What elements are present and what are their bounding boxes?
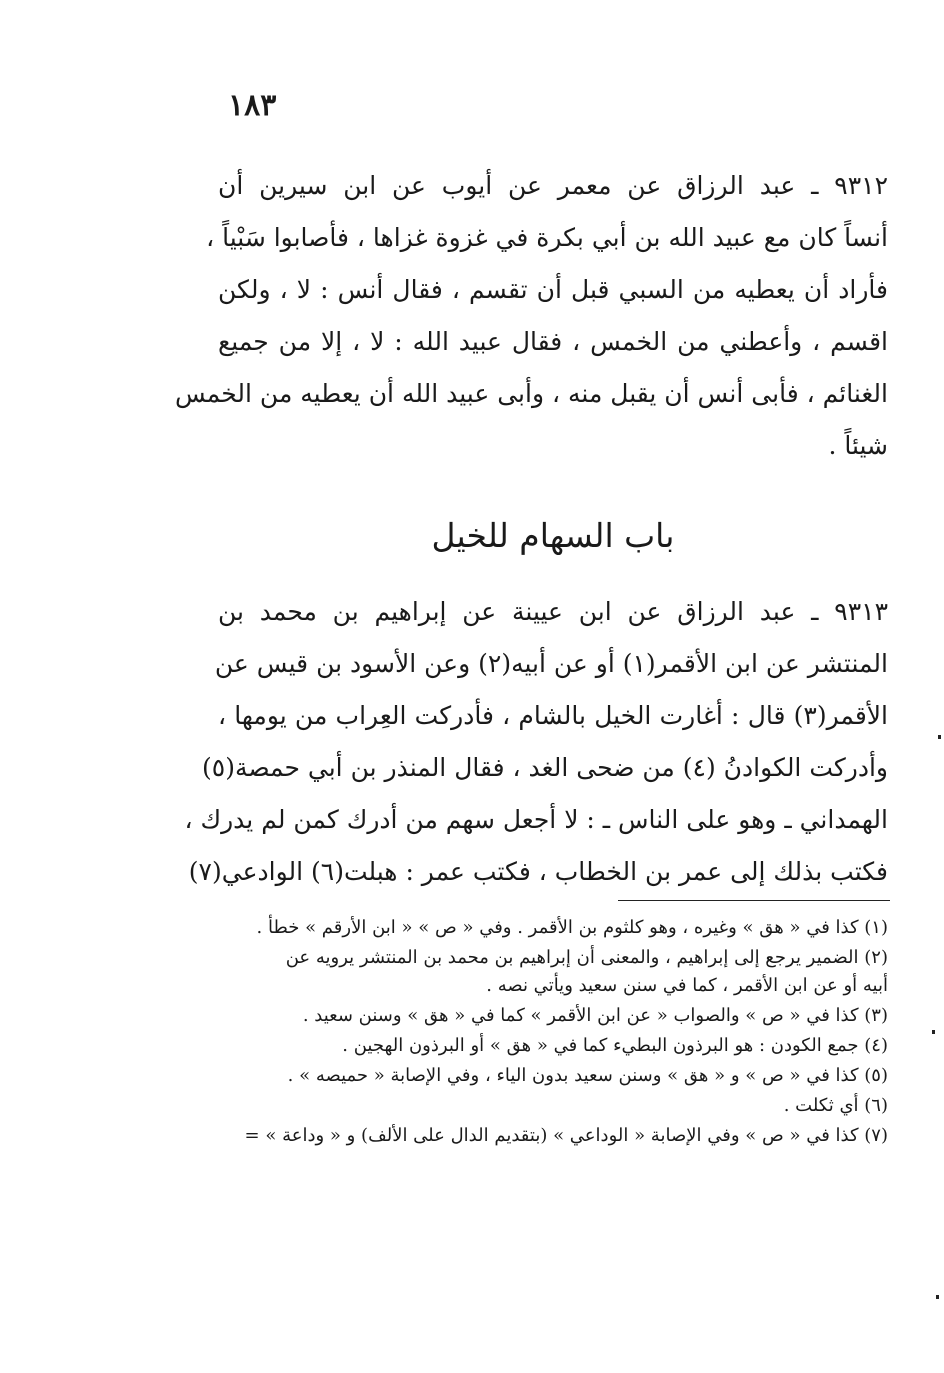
hadith-9312-line-3: فأراد أن يعطيه من السبي قبل أن تقسم ، فقال أنس : لا ، ولكن xyxy=(218,275,888,304)
footnote-separator xyxy=(618,900,890,901)
footnote-6: (٦) أي ثكلت . xyxy=(783,1095,888,1116)
footnote-3: (٣) كذا في « ص » والصواب « عن ابن الأقمر » كما في « هق » وسنن سعيد . xyxy=(302,1005,888,1026)
hadith-9313-line-3: الأقمر(٣) قال : أغارت الخيل بالشام ، فأدركت العِراب من يومها ، xyxy=(218,701,888,730)
hadith-9313 xyxy=(184,586,888,898)
scan-speck xyxy=(936,1295,939,1299)
footnotes xyxy=(210,913,888,1151)
footnote-4: (٤) جمع الكودن : هو البرذون البطيء كما في « هق » أو البرذون الهجين . xyxy=(342,1035,888,1056)
footnote-1: (١) كذا في « هق » وغيره ، وهو كلثوم بن الأقمر . وفي « ص » « ابن الأرقم » خطأ . xyxy=(256,917,888,938)
hadith-9312 xyxy=(174,160,888,472)
hadith-9313-line-5: الهمداني ـ وهو على الناس ـ : لا أجعل سهم من أدرك كمن لم يدرك ، xyxy=(184,805,888,834)
hadith-9313-line-4: وأدركت الكوادنُ (٤) من ضحى الغد ، فقال المنذر بن أبي حمصة(٥) xyxy=(201,753,888,782)
hadith-9312-line-6: شيئاً . xyxy=(828,431,888,460)
footnote-7: (٧) كذا في « ص » وفي الإصابة « الوداعي » (بتقديم الدال على الألف) و « وداعة » = xyxy=(244,1125,888,1146)
footnote-2: (٢) الضمير يرجع إلى إبراهيم ، والمعنى أن إبراهيم بن محمد بن المنتشر يرويه عن xyxy=(285,947,888,968)
hadith-9313-line-1: ٩٣١٣ ـ عبد الرزاق عن ابن عيينة عن إبراهيم بن محمد بن xyxy=(218,597,888,626)
hadith-9312-line-2: أنساً كان مع عبيد الله بن أبي بكرة في غزوة غزاها ، فأصابوا سَبْياً ، xyxy=(206,223,888,252)
page-number: ١٨٣ xyxy=(228,88,277,123)
hadith-9312-line-4: اقسم ، وأعطني من الخمس ، فقال عبيد الله : لا ، إلا من جميع xyxy=(218,327,888,356)
scan-speck xyxy=(938,735,941,739)
footnote-5: (٥) كذا في « ص » و « هق » وسنن سعيد بدون الياء ، وفي الإصابة « حميصه » . xyxy=(287,1065,888,1086)
scan-speck xyxy=(932,1030,935,1034)
hadith-9312-line-1: ٩٣١٢ ـ عبد الرزاق عن معمر عن أيوب عن ابن سيرين أن xyxy=(218,171,888,200)
footnote-2-continued: أبيه أو عن ابن الأقمر ، كما في سنن سعيد ويأتي نصه . xyxy=(486,975,888,996)
hadith-9313-line-2: المنتشر عن ابن الأقمر(١) أو عن أبيه(٢) وعن الأسود بن قيس عن xyxy=(214,649,888,678)
chapter-heading: باب السهام للخيل xyxy=(431,516,675,555)
hadith-9313-line-6: فكتب بذلك إلى عمر بن الخطاب ، فكتب عمر : هبلت(٦) الوادعي(٧) xyxy=(188,857,888,886)
hadith-9312-line-5: الغنائم ، فأبى أنس أن يقبل منه ، وأبى عبيد الله أن يعطيه من الخمس xyxy=(174,379,888,408)
